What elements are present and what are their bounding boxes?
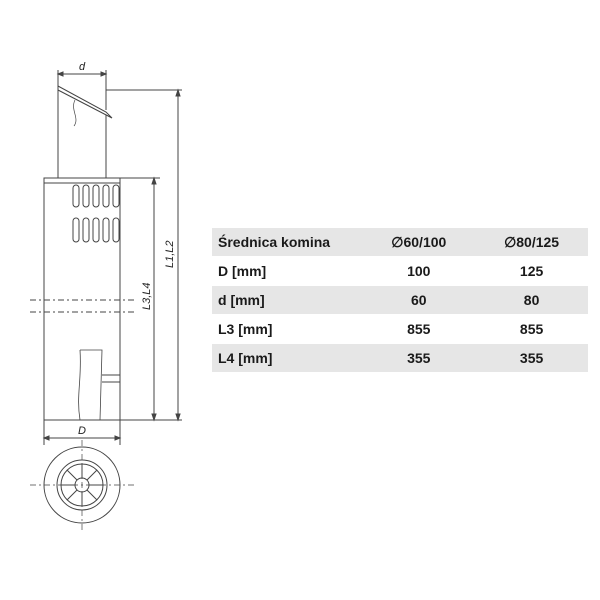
row-value: 355 (362, 344, 475, 373)
table-header-row (212, 228, 588, 257)
outer-tube (44, 178, 120, 420)
row-value: 855 (362, 315, 475, 344)
table-row (212, 344, 588, 373)
row-label: d [mm] (212, 286, 362, 315)
row-label: L4 [mm] (212, 344, 362, 373)
dim-L1L2-label: L1,L2 (164, 240, 176, 268)
table-row (212, 257, 588, 286)
row-value: 100 (362, 257, 475, 286)
row-value: 355 (475, 344, 588, 373)
dim-L3L4-label: L3,L4 (141, 282, 153, 310)
header-cell: ∅60/100 (362, 228, 475, 257)
table-row (212, 286, 588, 315)
row-value: 855 (475, 315, 588, 344)
row-value: 60 (362, 286, 475, 315)
header-cell: ∅80/125 (475, 228, 588, 257)
row-value: 125 (475, 257, 588, 286)
row-label: L3 [mm] (212, 315, 362, 344)
pipe-cap (58, 86, 112, 118)
top-view (30, 440, 134, 530)
dim-d-label: d (79, 61, 86, 73)
dim-D-label: D (78, 425, 86, 437)
row-value: 80 (475, 286, 588, 315)
spec-table (212, 228, 588, 373)
header-cell: Średnica komina (212, 228, 362, 257)
row-label: D [mm] (212, 257, 362, 286)
table-row (212, 315, 588, 344)
